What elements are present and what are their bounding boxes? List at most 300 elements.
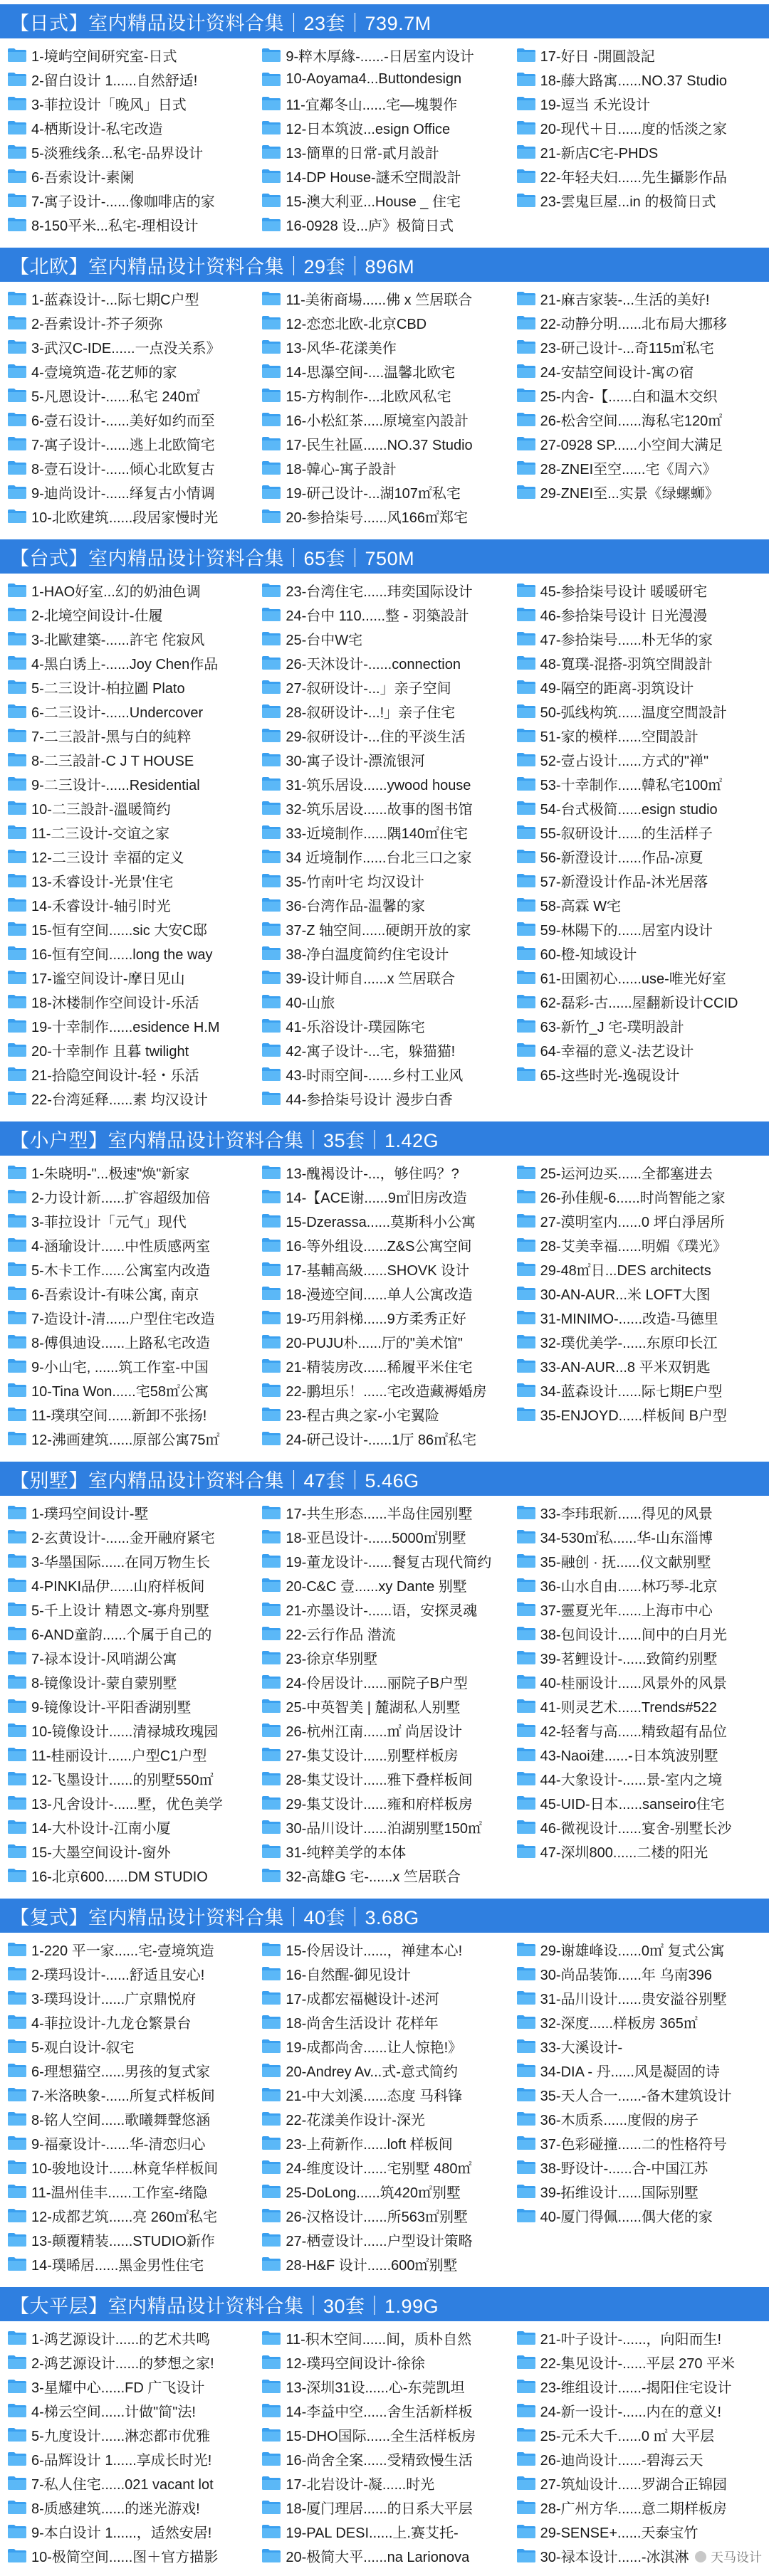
folder-item[interactable] bbox=[516, 1257, 762, 1281]
folder-item[interactable] bbox=[7, 1548, 253, 1573]
folder-name: 34-DIA - 丹......风是凝固的诗 bbox=[540, 2064, 720, 2080]
folder-item[interactable] bbox=[7, 2446, 253, 2471]
folder-item[interactable] bbox=[261, 1257, 507, 1281]
folder-item[interactable] bbox=[261, 2227, 507, 2252]
folder-item[interactable] bbox=[261, 1086, 507, 1110]
folder-item[interactable] bbox=[7, 2106, 253, 2131]
folder-item[interactable] bbox=[516, 602, 762, 626]
folder-item[interactable] bbox=[261, 578, 507, 602]
folder-item[interactable] bbox=[7, 1305, 253, 1329]
folder-item[interactable] bbox=[7, 650, 253, 675]
folder-item[interactable] bbox=[516, 1645, 762, 1669]
folder-item[interactable] bbox=[516, 723, 762, 747]
folder-item[interactable] bbox=[516, 1208, 762, 1232]
folder-item[interactable] bbox=[7, 578, 253, 602]
folder-item[interactable] bbox=[7, 286, 253, 310]
folder-item[interactable] bbox=[261, 989, 507, 1013]
folder-item[interactable] bbox=[261, 1742, 507, 1766]
folder-item[interactable] bbox=[7, 334, 253, 359]
folder-item[interactable] bbox=[516, 820, 762, 844]
folder-item[interactable] bbox=[7, 892, 253, 917]
folder-item[interactable] bbox=[261, 723, 507, 747]
folder-item[interactable] bbox=[7, 1232, 253, 1257]
folder-item[interactable] bbox=[516, 1524, 762, 1548]
folder-icon bbox=[7, 1649, 27, 1665]
folder-item[interactable] bbox=[7, 1742, 253, 1766]
folder-item[interactable] bbox=[7, 1790, 253, 1815]
folder-item[interactable] bbox=[516, 359, 762, 383]
folder-item[interactable] bbox=[261, 892, 507, 917]
folder-item[interactable] bbox=[7, 1815, 253, 1839]
folder-item[interactable] bbox=[7, 1378, 253, 1402]
folder-item[interactable] bbox=[261, 1985, 507, 2010]
folder-item[interactable] bbox=[261, 43, 507, 67]
folder-icon bbox=[7, 1770, 27, 1786]
folder-item[interactable] bbox=[516, 1742, 762, 1766]
folder-icon bbox=[516, 2086, 536, 2102]
folder-item[interactable] bbox=[7, 1573, 253, 1597]
folder-item[interactable] bbox=[516, 407, 762, 431]
folder-item[interactable] bbox=[7, 1013, 253, 1038]
folder-icon bbox=[7, 1990, 27, 2005]
folder-item[interactable] bbox=[261, 1329, 507, 1353]
folder-item[interactable] bbox=[261, 2350, 507, 2374]
folder-item[interactable] bbox=[516, 188, 762, 212]
folder-item[interactable] bbox=[516, 1402, 762, 1426]
folder-item[interactable] bbox=[516, 1548, 762, 1573]
folder-item[interactable] bbox=[7, 407, 253, 431]
folder-item[interactable] bbox=[7, 1402, 253, 1426]
folder-item[interactable] bbox=[7, 675, 253, 699]
folder-item[interactable] bbox=[516, 1961, 762, 1985]
folder-icon bbox=[7, 1746, 27, 1762]
folder-item[interactable] bbox=[261, 2106, 507, 2131]
folder-item[interactable] bbox=[516, 2203, 762, 2227]
folder-item[interactable] bbox=[516, 1597, 762, 1621]
folder-item[interactable] bbox=[516, 965, 762, 989]
folder-name: 16-0928 设...庐》极简日式 bbox=[286, 218, 454, 234]
folder-item[interactable] bbox=[7, 43, 253, 67]
folder-item[interactable] bbox=[7, 2058, 253, 2082]
folder-item[interactable] bbox=[261, 1281, 507, 1305]
folder-item[interactable] bbox=[516, 747, 762, 771]
folder-item[interactable] bbox=[261, 383, 507, 407]
folder-item[interactable] bbox=[261, 2326, 507, 2350]
folder-item[interactable] bbox=[7, 1718, 253, 1742]
folder-item[interactable] bbox=[261, 1500, 507, 1524]
folder-icon bbox=[7, 2232, 27, 2247]
folder-item[interactable] bbox=[516, 2326, 762, 2350]
folder-item[interactable] bbox=[516, 675, 762, 699]
folder-item[interactable] bbox=[7, 771, 253, 796]
folder-icon bbox=[7, 921, 27, 936]
folder-item[interactable] bbox=[7, 2252, 253, 2276]
folder-item[interactable] bbox=[261, 1305, 507, 1329]
file-column bbox=[261, 1160, 507, 1450]
folder-item[interactable] bbox=[261, 2034, 507, 2058]
folder-item[interactable] bbox=[516, 626, 762, 650]
folder-item[interactable] bbox=[261, 820, 507, 844]
folder-item[interactable] bbox=[7, 1160, 253, 1184]
folder-item[interactable] bbox=[516, 67, 762, 91]
folder-item[interactable] bbox=[516, 578, 762, 602]
folder-item[interactable] bbox=[516, 310, 762, 334]
folder-item[interactable] bbox=[7, 1038, 253, 1062]
folder-item[interactable] bbox=[261, 286, 507, 310]
folder-item[interactable] bbox=[516, 1718, 762, 1742]
folder-item[interactable] bbox=[261, 1184, 507, 1208]
folder-item[interactable] bbox=[261, 504, 507, 528]
folder-item[interactable] bbox=[261, 212, 507, 236]
folder-item[interactable] bbox=[261, 334, 507, 359]
folder-item[interactable] bbox=[516, 2471, 762, 2495]
folder-item[interactable] bbox=[516, 480, 762, 504]
folder-item[interactable] bbox=[516, 1694, 762, 1718]
folder-item[interactable] bbox=[516, 1500, 762, 1524]
folder-item[interactable] bbox=[7, 796, 253, 820]
folder-item[interactable] bbox=[7, 2034, 253, 2058]
folder-icon bbox=[516, 2014, 536, 2029]
folder-item[interactable] bbox=[516, 1378, 762, 1402]
folder-icon bbox=[516, 2523, 536, 2539]
folder-item[interactable] bbox=[261, 675, 507, 699]
folder-name: 17-谧空间设计-摩日见山 bbox=[31, 971, 185, 987]
folder-item[interactable] bbox=[516, 1937, 762, 1961]
folder-item[interactable] bbox=[516, 1013, 762, 1038]
folder-item[interactable] bbox=[516, 1985, 762, 2010]
folder-item[interactable] bbox=[261, 1524, 507, 1548]
folder-item[interactable] bbox=[7, 2010, 253, 2034]
folder-item[interactable] bbox=[261, 1790, 507, 1815]
folder-item[interactable] bbox=[261, 2495, 507, 2519]
folder-name: 7-米洛映象-......所复式样板间 bbox=[31, 2088, 215, 2104]
folder-icon bbox=[7, 2475, 27, 2491]
folder-item[interactable] bbox=[7, 1985, 253, 2010]
folder-item[interactable] bbox=[7, 723, 253, 747]
folder-item[interactable] bbox=[516, 455, 762, 480]
folder-item[interactable] bbox=[516, 699, 762, 723]
folder-item[interactable] bbox=[261, 1232, 507, 1257]
folder-icon bbox=[261, 945, 281, 961]
folder-item[interactable] bbox=[7, 139, 253, 164]
folder-item[interactable] bbox=[261, 1766, 507, 1790]
folder-item[interactable] bbox=[261, 2252, 507, 2276]
folder-item[interactable] bbox=[7, 2203, 253, 2227]
folder-item[interactable] bbox=[261, 1621, 507, 1645]
folder-item[interactable] bbox=[516, 334, 762, 359]
folder-item[interactable] bbox=[7, 602, 253, 626]
folder-item[interactable] bbox=[261, 747, 507, 771]
folder-icon bbox=[261, 606, 281, 622]
folder-item[interactable] bbox=[516, 941, 762, 965]
folder-item[interactable] bbox=[516, 1281, 762, 1305]
folder-item[interactable] bbox=[7, 2082, 253, 2106]
folder-item[interactable] bbox=[516, 796, 762, 820]
folder-item[interactable] bbox=[7, 2155, 253, 2179]
folder-item[interactable] bbox=[516, 1329, 762, 1353]
folder-item[interactable] bbox=[261, 868, 507, 892]
folder-item[interactable] bbox=[261, 164, 507, 188]
folder-item[interactable] bbox=[516, 1038, 762, 1062]
folder-item[interactable] bbox=[7, 917, 253, 941]
folder-item[interactable] bbox=[261, 965, 507, 989]
folder-item[interactable] bbox=[7, 626, 253, 650]
folder-item[interactable] bbox=[516, 1621, 762, 1645]
folder-item[interactable] bbox=[516, 917, 762, 941]
folder-item[interactable] bbox=[7, 844, 253, 868]
folder-item[interactable] bbox=[261, 1645, 507, 1669]
folder-item[interactable] bbox=[516, 1062, 762, 1086]
folder-item[interactable] bbox=[261, 2471, 507, 2495]
folder-item[interactable] bbox=[261, 1863, 507, 1887]
folder-item[interactable] bbox=[516, 1184, 762, 1208]
folder-item[interactable] bbox=[516, 2034, 762, 2058]
folder-item[interactable] bbox=[516, 164, 762, 188]
folder-item[interactable] bbox=[261, 2398, 507, 2422]
folder-item[interactable] bbox=[261, 2203, 507, 2227]
folder-item[interactable] bbox=[261, 115, 507, 139]
folder-item[interactable] bbox=[7, 1524, 253, 1548]
folder-item[interactable] bbox=[7, 965, 253, 989]
folder-item[interactable] bbox=[261, 699, 507, 723]
folder-item[interactable] bbox=[7, 1839, 253, 1863]
folder-name: 13-簡單的日常-貳月設計 bbox=[286, 145, 439, 162]
folder-item[interactable] bbox=[261, 1694, 507, 1718]
folder-item[interactable] bbox=[516, 115, 762, 139]
folder-item[interactable] bbox=[261, 1669, 507, 1694]
folder-name: 47-参拾柒号......朴无华的家 bbox=[540, 632, 713, 648]
folder-item[interactable] bbox=[261, 796, 507, 820]
folder-item[interactable] bbox=[7, 2495, 253, 2519]
folder-item[interactable] bbox=[261, 2179, 507, 2203]
folder-item[interactable] bbox=[261, 455, 507, 480]
folder-item[interactable] bbox=[516, 1790, 762, 1815]
folder-item[interactable] bbox=[261, 2446, 507, 2471]
folder-item[interactable] bbox=[261, 1353, 507, 1378]
folder-item[interactable] bbox=[7, 868, 253, 892]
section-1 bbox=[0, 248, 769, 528]
folder-item[interactable] bbox=[7, 504, 253, 528]
folder-name: 35-融创 · 抚......仪文献别墅 bbox=[540, 1554, 711, 1571]
folder-item[interactable] bbox=[516, 2010, 762, 2034]
folder-item[interactable] bbox=[261, 1718, 507, 1742]
folder-item[interactable] bbox=[261, 67, 507, 91]
folder-item[interactable] bbox=[516, 1353, 762, 1378]
folder-name: 18-沐楼制作空间设计-乐活 bbox=[31, 995, 199, 1011]
folder-item[interactable] bbox=[7, 2374, 253, 2398]
folder-item[interactable] bbox=[261, 2131, 507, 2155]
folder-item[interactable] bbox=[7, 1353, 253, 1378]
folder-item[interactable] bbox=[7, 1863, 253, 1887]
folder-item[interactable] bbox=[7, 2131, 253, 2155]
folder-item[interactable] bbox=[516, 2446, 762, 2471]
folder-item[interactable] bbox=[516, 2131, 762, 2155]
folder-item[interactable] bbox=[7, 2543, 253, 2567]
folder-name: 18-亚邑设计-......5000㎡别墅 bbox=[286, 1530, 466, 1546]
folder-item[interactable] bbox=[261, 1160, 507, 1184]
folder-item[interactable] bbox=[516, 892, 762, 917]
folder-item[interactable] bbox=[7, 1937, 253, 1961]
folder-item[interactable] bbox=[261, 2543, 507, 2567]
folder-name: 18-漫迹空间......单人公寓改造 bbox=[286, 1287, 473, 1303]
folder-item[interactable] bbox=[7, 820, 253, 844]
folder-item[interactable] bbox=[7, 2350, 253, 2374]
folder-item[interactable] bbox=[516, 139, 762, 164]
folder-item[interactable] bbox=[261, 1013, 507, 1038]
folder-item[interactable] bbox=[261, 188, 507, 212]
folder-item[interactable] bbox=[261, 91, 507, 115]
folder-item[interactable] bbox=[7, 67, 253, 91]
folder-item[interactable] bbox=[261, 1378, 507, 1402]
folder-item[interactable] bbox=[7, 383, 253, 407]
folder-name: 7-二三設計-黑与白的純粹 bbox=[31, 729, 192, 745]
folder-item[interactable] bbox=[7, 164, 253, 188]
folder-item[interactable] bbox=[516, 43, 762, 67]
folder-item[interactable] bbox=[7, 1062, 253, 1086]
folder-item[interactable] bbox=[261, 1815, 507, 1839]
folder-item[interactable] bbox=[261, 1402, 507, 1426]
folder-item[interactable] bbox=[7, 1597, 253, 1621]
folder-item[interactable] bbox=[261, 407, 507, 431]
folder-item[interactable] bbox=[7, 115, 253, 139]
folder-item[interactable] bbox=[261, 650, 507, 675]
folder-item[interactable] bbox=[516, 989, 762, 1013]
folder-item[interactable] bbox=[7, 2471, 253, 2495]
folder-item[interactable] bbox=[516, 2398, 762, 2422]
folder-item[interactable] bbox=[516, 2350, 762, 2374]
folder-item[interactable] bbox=[7, 699, 253, 723]
folder-item[interactable] bbox=[7, 1329, 253, 1353]
folder-item[interactable] bbox=[7, 2519, 253, 2543]
folder-item[interactable] bbox=[261, 480, 507, 504]
folder-item[interactable] bbox=[7, 480, 253, 504]
folder-item[interactable] bbox=[261, 844, 507, 868]
folder-item[interactable] bbox=[7, 455, 253, 480]
folder-item[interactable] bbox=[261, 2058, 507, 2082]
folder-item[interactable] bbox=[261, 431, 507, 455]
folder-item[interactable] bbox=[7, 1281, 253, 1305]
folder-item[interactable] bbox=[261, 2082, 507, 2106]
folder-item[interactable] bbox=[7, 1257, 253, 1281]
folder-item[interactable] bbox=[516, 1839, 762, 1863]
folder-item[interactable] bbox=[261, 139, 507, 164]
folder-item[interactable] bbox=[7, 1961, 253, 1985]
folder-item[interactable] bbox=[261, 1038, 507, 1062]
folder-icon bbox=[261, 582, 281, 598]
folder-name: 27-叙研设计-...」亲子空间 bbox=[286, 680, 451, 697]
folder-item[interactable] bbox=[261, 2155, 507, 2179]
folder-item[interactable] bbox=[516, 1815, 762, 1839]
folder-name: 15-澳大利亚...House _ 住宅 bbox=[286, 194, 461, 210]
folder-item[interactable] bbox=[261, 1961, 507, 1985]
folder-item[interactable] bbox=[261, 359, 507, 383]
folder-icon bbox=[261, 2451, 281, 2466]
folder-item[interactable] bbox=[516, 2082, 762, 2106]
folder-item[interactable] bbox=[516, 1573, 762, 1597]
folder-item[interactable] bbox=[516, 431, 762, 455]
folder-item[interactable] bbox=[7, 2398, 253, 2422]
folder-item[interactable] bbox=[516, 1766, 762, 1790]
folder-item[interactable] bbox=[261, 941, 507, 965]
folder-item[interactable] bbox=[7, 359, 253, 383]
folder-item[interactable] bbox=[261, 1839, 507, 1863]
folder-item[interactable] bbox=[7, 1208, 253, 1232]
folder-item[interactable] bbox=[7, 2179, 253, 2203]
folder-item[interactable] bbox=[7, 1426, 253, 1450]
folder-item[interactable] bbox=[261, 2519, 507, 2543]
folder-item[interactable] bbox=[261, 2374, 507, 2398]
folder-item[interactable] bbox=[7, 212, 253, 236]
folder-item[interactable] bbox=[516, 1669, 762, 1694]
folder-item[interactable] bbox=[516, 91, 762, 115]
folder-item[interactable] bbox=[7, 2227, 253, 2252]
file-column bbox=[261, 2326, 507, 2567]
folder-item[interactable] bbox=[261, 1937, 507, 1961]
folder-item[interactable] bbox=[7, 1184, 253, 1208]
folder-item[interactable] bbox=[516, 286, 762, 310]
folder-item[interactable] bbox=[516, 2058, 762, 2082]
folder-item[interactable] bbox=[7, 1086, 253, 1110]
folder-item[interactable] bbox=[7, 989, 253, 1013]
folder-item[interactable] bbox=[261, 1597, 507, 1621]
folder-item[interactable] bbox=[261, 917, 507, 941]
folder-item[interactable] bbox=[7, 2422, 253, 2446]
folder-item[interactable] bbox=[7, 941, 253, 965]
folder-item[interactable] bbox=[516, 1232, 762, 1257]
folder-item[interactable] bbox=[261, 1208, 507, 1232]
folder-item[interactable] bbox=[516, 868, 762, 892]
folder-item[interactable] bbox=[516, 2495, 762, 2519]
folder-item[interactable] bbox=[7, 1645, 253, 1669]
folder-icon bbox=[516, 1066, 536, 1082]
folder-item[interactable] bbox=[516, 2519, 762, 2543]
folder-item[interactable] bbox=[7, 91, 253, 115]
folder-item[interactable] bbox=[516, 1160, 762, 1184]
folder-item[interactable] bbox=[7, 188, 253, 212]
folder-item[interactable] bbox=[261, 1062, 507, 1086]
folder-item[interactable] bbox=[516, 2155, 762, 2179]
folder-item[interactable] bbox=[516, 2422, 762, 2446]
folder-item[interactable] bbox=[7, 431, 253, 455]
folder-item[interactable] bbox=[261, 602, 507, 626]
folder-item[interactable] bbox=[516, 383, 762, 407]
folder-item[interactable] bbox=[261, 1426, 507, 1450]
folder-item[interactable] bbox=[7, 1621, 253, 1645]
folder-item[interactable] bbox=[7, 310, 253, 334]
folder-item[interactable] bbox=[516, 2374, 762, 2398]
folder-item[interactable] bbox=[7, 1669, 253, 1694]
folder-item[interactable] bbox=[261, 771, 507, 796]
folder-item[interactable] bbox=[516, 2106, 762, 2131]
folder-item[interactable] bbox=[261, 1548, 507, 1573]
folder-item[interactable] bbox=[7, 1766, 253, 1790]
folder-item[interactable] bbox=[516, 650, 762, 675]
folder-item[interactable] bbox=[7, 747, 253, 771]
file-column bbox=[261, 1937, 507, 2276]
folder-item[interactable] bbox=[261, 2010, 507, 2034]
folder-item[interactable] bbox=[261, 310, 507, 334]
folder-item[interactable] bbox=[261, 1573, 507, 1597]
folder-item[interactable] bbox=[261, 626, 507, 650]
folder-item[interactable] bbox=[516, 2179, 762, 2203]
folder-item[interactable] bbox=[261, 2422, 507, 2446]
folder-item[interactable] bbox=[7, 1500, 253, 1524]
folder-item[interactable] bbox=[516, 844, 762, 868]
folder-item[interactable] bbox=[7, 1694, 253, 1718]
folder-item[interactable] bbox=[516, 1305, 762, 1329]
folder-item[interactable] bbox=[7, 2326, 253, 2350]
folder-item[interactable] bbox=[516, 771, 762, 796]
